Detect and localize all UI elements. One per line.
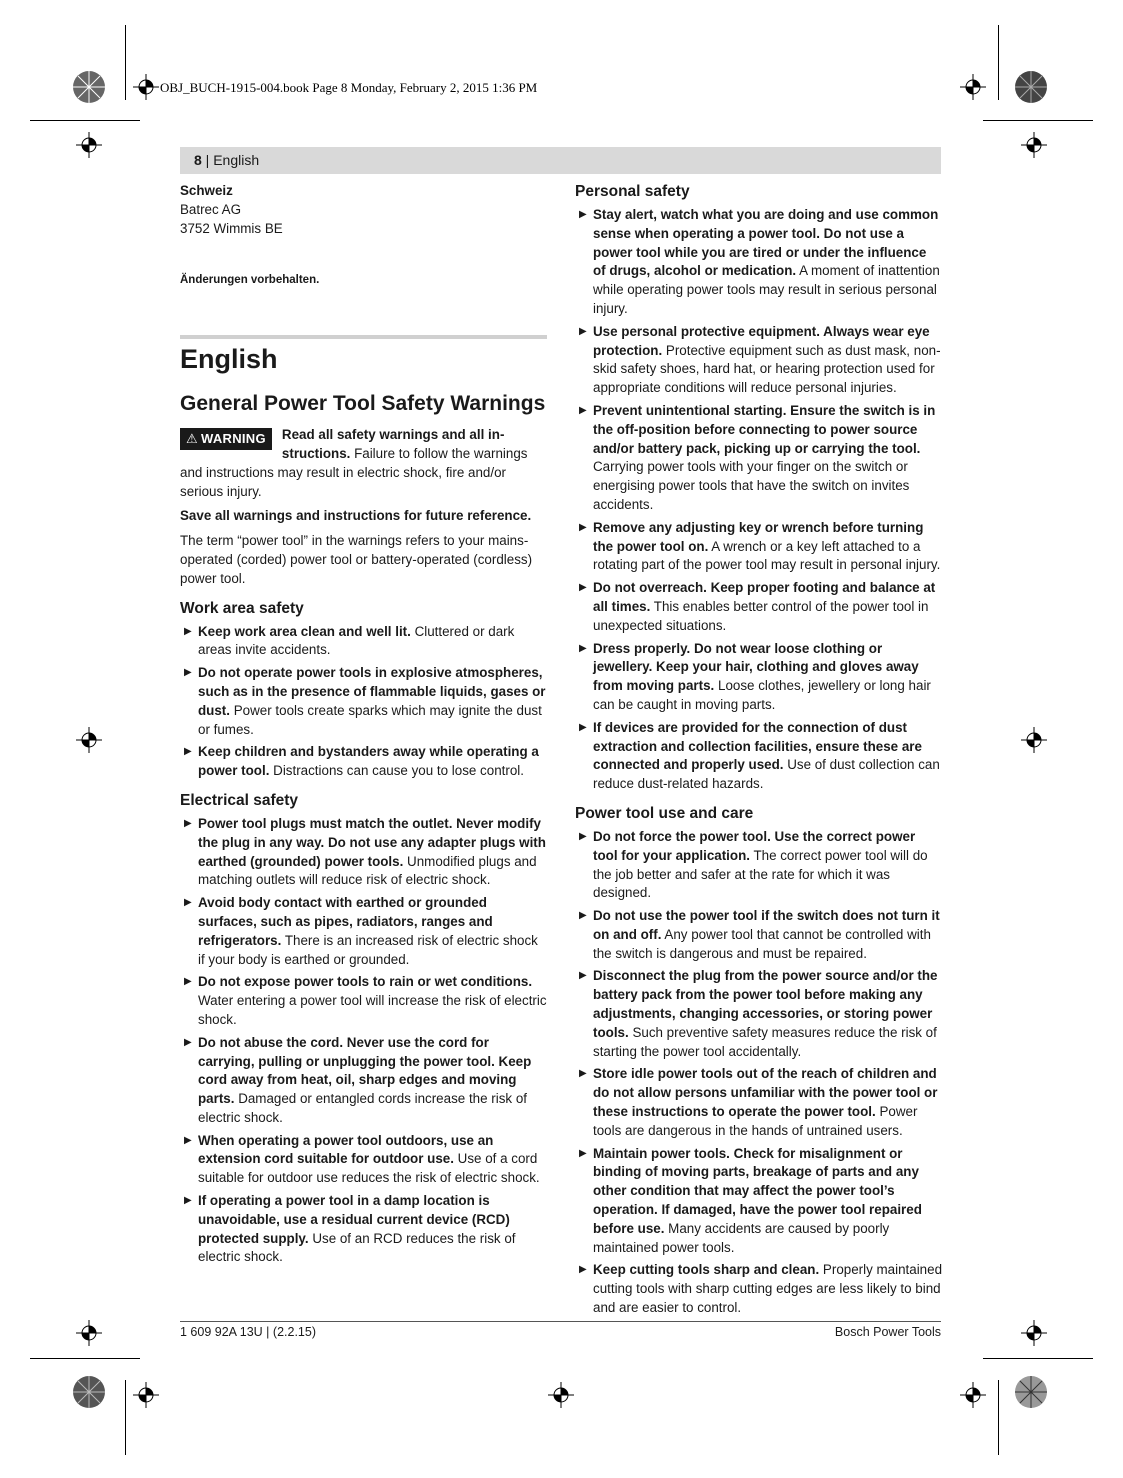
left-column (180, 182, 547, 1271)
item-instruction: Dress properly. Do not wear loose clothing or jewellery. Keep your hair, clothing and gloves away from moving parts. (593, 640, 919, 694)
page-section: | English (201, 152, 260, 168)
item-explanation: Loose clothes, jewellery or long hair can be caught in moving parts. (593, 678, 931, 712)
warning-badge (180, 428, 272, 450)
bullet-arrow-icon: ▶ (579, 1068, 587, 1080)
section-title-work-area: Work area safety (180, 599, 304, 617)
item-instruction: Do not operate power tools in explosive atmospheres, such as in the presence of flammable liquids, gases or dust. (198, 665, 546, 718)
list-item (575, 206, 942, 319)
item-explanation: A wrench or a key left attached to a rotating part of the power tool may result in personal injury. (593, 538, 941, 573)
save-note: Save all warnings and instructions for future reference. (180, 508, 532, 524)
list-item (180, 973, 547, 1029)
bullet-arrow-icon: ▶ (184, 746, 192, 758)
item-instruction: If devices are provided for the connection of dust extraction and collection facilities, ensure these are connected and properly used. (593, 719, 922, 773)
item-explanation: Unmodified plugs and matching outlets will reduce risk of electric shock. (198, 853, 537, 888)
item-explanation: Use of dust collection can reduce dust-related hazards. (593, 757, 940, 792)
item-instruction: Stay alert, watch what you are doing and use common sense when operating a power tool. Do not use a power tool while you are tired or under the influence of drugs, alcohol or medication. (593, 207, 939, 279)
item-explanation: Use of a cord suitable for outdoor use reduces the risk of electric shock. (198, 1151, 540, 1186)
item-explanation: Any power tool that cannot be controlled with the switch is dangerous and must be repaired. (593, 926, 931, 961)
section-title-personal: Personal safety (575, 183, 690, 200)
item-explanation: There is an increased risk of electric shock if your body is earthed or grounded. (198, 932, 538, 967)
list-item (575, 1145, 942, 1258)
list-item (575, 402, 942, 515)
color-wheel-mark (72, 70, 106, 104)
warning-bold-text: Read all safety warnings and all in-structions. (281, 427, 505, 461)
crop-line (983, 1358, 1093, 1359)
registration-mark (76, 132, 102, 158)
registration-mark (76, 1320, 102, 1346)
crop-line (30, 1358, 140, 1359)
item-instruction: Do not abuse the cord. Never use the cord for carrying, pulling or unplugging the power tool. Keep cord away from heat, oil, sharp edges and moving parts. (198, 1034, 532, 1107)
registration-mark (133, 74, 159, 100)
bullet-arrow-icon: ▶ (579, 325, 587, 337)
footer-brand: Bosch Power Tools (834, 1325, 941, 1339)
warning-badge-label: WARNING (200, 431, 266, 447)
footer-divider (180, 1321, 941, 1322)
item-explanation: Many accidents are caused by poorly maintained power tools. (593, 1220, 890, 1255)
list-item (575, 579, 942, 635)
main-heading: General Power Tool Safety Warnings (180, 392, 546, 416)
address-country: Schweiz (180, 183, 233, 198)
item-explanation: Distractions can cause you to lose control. (269, 763, 524, 779)
address-block (180, 182, 547, 238)
registration-mark (960, 1382, 986, 1408)
language-divider (180, 335, 547, 339)
list-item (575, 323, 942, 398)
item-instruction: Do not overreach. Keep proper footing and balance at all times. (593, 580, 936, 614)
bullet-arrow-icon: ▶ (184, 1036, 192, 1048)
item-instruction: If operating a power tool in a damp location is unavoidable, use a residual current device (RCD) protected supply. (198, 1193, 510, 1246)
list-item (180, 743, 547, 781)
item-instruction: Store idle power tools out of the reach of children and do not allow persons unfamiliar with the power tool or these instructions to operate the power tool. (593, 1066, 938, 1120)
item-explanation: Protective equipment such as dust mask, non-skid safety shoes, hard hat, or hearing protection used for appropriate conditions will reduce personal injuries. (593, 342, 941, 396)
page-number: 8 (194, 152, 202, 168)
item-instruction: Do not force the power tool. Use the correct power tool for your application. (593, 828, 916, 863)
language-title: English (180, 344, 278, 375)
item-instruction: Keep children and bystanders away while operating a power tool. (198, 744, 539, 779)
bullet-arrow-icon: ▶ (184, 625, 192, 637)
item-explanation: A moment of inattention while operating power tools may result in serious personal injury. (593, 263, 940, 316)
bullet-arrow-icon: ▶ (579, 404, 587, 416)
bullet-arrow-icon: ▶ (184, 897, 192, 909)
list-item (575, 1261, 942, 1317)
list-item (180, 1132, 547, 1188)
list-item (575, 907, 942, 963)
bullet-arrow-icon: ▶ (184, 1195, 192, 1207)
item-explanation: Water entering a power tool will increase the risk of electric shock. (198, 993, 547, 1027)
item-explanation: Power tools create sparks which may ignite the dust or fumes. (198, 702, 542, 737)
bullet-arrow-icon: ▶ (579, 209, 587, 220)
bullet-arrow-icon: ▶ (184, 976, 192, 988)
warning-text: Failure to follow the warnings and instructions may result in electric shock, fire and/or serious injury. (180, 445, 528, 499)
crop-line (125, 1380, 126, 1455)
term-note: The term “power tool” in the warnings refers to your mains-operated (corded) power tool or battery-operated (cordless) power tool. (180, 533, 533, 586)
bullet-arrow-icon: ▶ (579, 721, 587, 733)
item-explanation: Use of an RCD reduces the risk of electric shock. (198, 1230, 516, 1265)
registration-mark (76, 727, 102, 753)
tool-use-list (575, 828, 942, 1318)
item-instruction: Disconnect the plug from the power source and/or the battery pack from the power tool before making any adjustments, changing accessories, or storing power tools. (593, 968, 938, 1040)
color-wheel-mark (1014, 70, 1048, 104)
item-instruction: Avoid body contact with earthed or grounded surfaces, such as pipes, radiators, ranges and refrigerators. (198, 895, 493, 948)
list-item (180, 1192, 547, 1267)
item-instruction: Do not use the power tool if the switch does not turn it on and off. (593, 908, 940, 942)
bullet-arrow-icon: ▶ (579, 970, 587, 982)
crop-line (30, 120, 140, 121)
bullet-arrow-icon: ▶ (579, 830, 587, 842)
address-company: Batrec AG (180, 201, 242, 217)
item-explanation: Damaged or entangled cords increase the risk of electric shock. (198, 1091, 527, 1125)
list-item (180, 894, 547, 969)
item-explanation: Carrying power tools with your finger on the switch or energising power tools that have the switch on invites accidents. (593, 459, 910, 512)
item-explanation: This enables better control of the power tool in unexpected situations. (593, 598, 929, 633)
item-instruction: Maintain power tools. Check for misalignment or binding of moving parts, breakage of parts and any other condition that may affect the power tool’s operation. If damaged, have the power tool repaired before use. (593, 1145, 922, 1236)
personal-list (575, 206, 942, 794)
bullet-arrow-icon: ▶ (579, 642, 587, 654)
bullet-arrow-icon: ▶ (579, 582, 587, 594)
crop-line (125, 25, 126, 100)
crop-line (998, 25, 999, 100)
item-explanation: Such preventive safety measures reduce the risk of starting the power tool accidentally. (593, 1024, 937, 1059)
registration-mark (1021, 727, 1047, 753)
right-column (575, 182, 942, 1322)
bullet-arrow-icon: ▶ (579, 1147, 587, 1159)
item-instruction: Prevent unintentional starting. Ensure the switch is in the off-position before connecting to power source and/or battery pack, picking up or carrying the tool. (593, 402, 936, 456)
section-title-electrical: Electrical safety (180, 791, 299, 809)
item-instruction: Keep work area clean and well lit. (198, 623, 411, 639)
list-item (575, 1065, 942, 1140)
bullet-arrow-icon: ▶ (579, 1264, 587, 1276)
item-instruction: Keep cutting tools sharp and clean. (593, 1262, 820, 1278)
bullet-arrow-icon: ▶ (579, 521, 587, 533)
bullet-arrow-icon: ▶ (184, 817, 192, 829)
print-header: OBJ_BUCH-1915-004.book Page 8 Monday, February 2, 2015 1:36 PM (160, 80, 538, 95)
bullet-arrow-icon: ▶ (579, 910, 587, 922)
bullet-arrow-icon: ▶ (184, 1134, 192, 1146)
crop-line (983, 120, 1093, 121)
crop-line (998, 1380, 999, 1455)
footer-doc-number: 1 609 92A 13U | (2.2.15) (180, 1325, 316, 1339)
item-instruction: Do not expose power tools to rain or wet conditions. (198, 974, 533, 990)
item-explanation: Cluttered or dark areas invite accidents. (198, 623, 515, 658)
list-item (180, 664, 547, 739)
list-item (575, 519, 942, 575)
list-item (180, 1034, 547, 1128)
electrical-list (180, 815, 547, 1267)
list-item (180, 623, 547, 661)
item-explanation: Properly maintained cutting tools with sharp cutting edges are less likely to bind and are easier to control. (593, 1262, 943, 1316)
list-item (575, 719, 942, 794)
work-area-list (180, 623, 547, 781)
changes-note: Änderungen vorbehalten. (180, 274, 320, 287)
registration-mark (1021, 1320, 1047, 1346)
list-item (575, 828, 942, 903)
item-instruction: Power tool plugs must match the outlet. Never modify the plug in any way. Do not use any adapter plugs with earthed (grounded) power tools. (198, 815, 546, 869)
registration-mark (960, 74, 986, 100)
item-instruction: When operating a power tool outdoors, use an extension cord suitable for outdoor use. (198, 1132, 494, 1167)
color-wheel-mark (72, 1375, 106, 1409)
warning-block (180, 426, 547, 501)
list-item (575, 967, 942, 1061)
list-item (575, 640, 942, 715)
color-wheel-mark (1014, 1375, 1048, 1409)
page-header (180, 147, 941, 174)
registration-mark (133, 1382, 159, 1408)
item-explanation: The correct power tool will do the job better and safer at the rate for which it was designed. (593, 847, 928, 901)
warning-triangle-icon: ⚠ (186, 431, 198, 447)
registration-mark (548, 1382, 574, 1408)
item-explanation: Power tools are dangerous in the hands of untrained users. (593, 1104, 918, 1138)
address-city: 3752 Wimmis BE (180, 220, 283, 236)
item-instruction: Remove any adjusting key or wrench before turning the power tool on. (593, 519, 924, 554)
bullet-arrow-icon: ▶ (184, 667, 192, 679)
section-title-tool-use: Power tool use and care (575, 804, 754, 822)
registration-mark (1021, 132, 1047, 158)
item-instruction: Use personal protective equipment. Always wear eye protection. (593, 323, 930, 358)
list-item (180, 815, 547, 890)
